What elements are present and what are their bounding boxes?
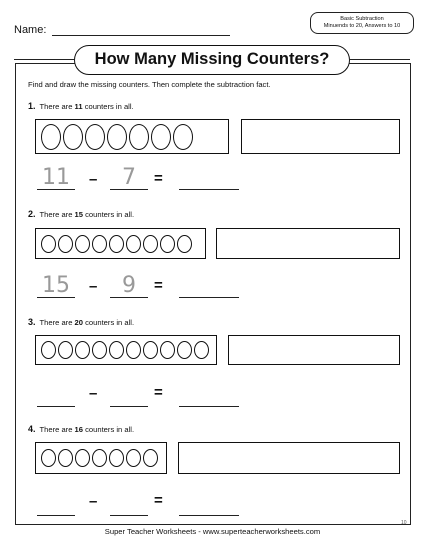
minuend-blank[interactable] [37, 383, 75, 407]
subtrahend-blank[interactable] [110, 166, 148, 190]
counter-oval [151, 124, 171, 150]
problem-count: 16 [74, 425, 83, 434]
name-line[interactable] [52, 35, 230, 36]
problem-number: 2. [28, 209, 36, 219]
problem-count: 15 [74, 210, 83, 219]
answer-box[interactable] [216, 228, 400, 259]
subtrahend-blank[interactable] [110, 274, 148, 298]
answer-blank[interactable] [179, 166, 239, 190]
traced-minuend: 15 [42, 273, 70, 298]
problem-suffix: counters in all. [83, 210, 135, 219]
traced-subtrahend: 7 [122, 165, 136, 190]
subtrahend-blank[interactable] [110, 492, 148, 516]
topic-badge [310, 12, 414, 34]
traced-minuend: 11 [42, 165, 70, 190]
counter-oval [75, 449, 90, 467]
counter-oval [160, 235, 175, 253]
counter-box [35, 335, 217, 365]
counter-oval [58, 235, 73, 253]
problem-label [28, 209, 134, 219]
counter-oval [160, 341, 175, 359]
answer-blank[interactable] [179, 274, 239, 298]
counter-oval [109, 235, 124, 253]
counter-oval [75, 341, 90, 359]
problem-prefix: There are [39, 318, 75, 327]
equals-sign: = [154, 384, 163, 401]
counter-oval [126, 449, 141, 467]
problem-suffix: counters in all. [83, 318, 135, 327]
counter-oval [85, 124, 105, 150]
minus-sign: – [89, 385, 98, 402]
counter-oval [92, 235, 107, 253]
problem-suffix: counters in all. [82, 102, 134, 111]
counter-oval [173, 124, 193, 150]
equals-sign: = [154, 277, 163, 294]
counter-box [35, 228, 206, 259]
counter-oval [143, 449, 158, 467]
counter-oval [41, 449, 56, 467]
counter-box [35, 442, 167, 474]
minuend-blank[interactable] [37, 274, 75, 298]
counter-oval [109, 449, 124, 467]
answer-box[interactable] [178, 442, 400, 474]
counter-oval [58, 341, 73, 359]
counter-oval [194, 341, 209, 359]
minus-sign: – [89, 171, 98, 188]
counter-oval [92, 449, 107, 467]
instructions: Find and draw the missing counters. Then complete the subtraction fact. [28, 80, 271, 89]
problem-prefix: There are [39, 425, 75, 434]
problem-count: 11 [74, 102, 83, 111]
equals-sign: = [154, 492, 163, 509]
traced-subtrahend: 9 [122, 273, 136, 298]
answer-blank[interactable] [179, 492, 239, 516]
counter-oval [126, 341, 141, 359]
minuend-blank[interactable] [37, 492, 75, 516]
name-label: Name: [14, 24, 47, 36]
counter-oval [143, 235, 158, 253]
counter-oval [58, 449, 73, 467]
problem-label [28, 317, 134, 327]
counter-oval [75, 235, 90, 253]
counter-oval [126, 235, 141, 253]
counter-oval [177, 235, 192, 253]
counter-oval [177, 341, 192, 359]
problem-number: 4. [28, 424, 36, 434]
problem-prefix: There are [39, 102, 75, 111]
answer-box[interactable] [228, 335, 400, 365]
counter-oval [41, 235, 56, 253]
answer-blank[interactable] [179, 383, 239, 407]
problem-count: 20 [74, 318, 83, 327]
counter-oval [143, 341, 158, 359]
problem-number: 1. [28, 101, 36, 111]
answer-box[interactable] [241, 119, 400, 154]
footer: Super Teacher Worksheets - www.superteacherworksheets.com [104, 527, 321, 536]
title-deco-right [350, 59, 410, 60]
minuend-blank[interactable] [37, 166, 75, 190]
counter-oval [63, 124, 83, 150]
subtrahend-blank[interactable] [110, 383, 148, 407]
title-deco-left [14, 59, 74, 60]
counter-oval [41, 341, 56, 359]
minus-sign: – [89, 278, 98, 295]
page-title: How Many Missing Counters? [74, 45, 350, 75]
counter-oval [129, 124, 149, 150]
counter-oval [41, 124, 61, 150]
problem-label [28, 101, 134, 111]
badge-line-1: Basic Subtraction [340, 16, 384, 22]
page-number: 10 [401, 520, 407, 526]
problem-label [28, 424, 134, 434]
counter-oval [107, 124, 127, 150]
problem-prefix: There are [39, 210, 75, 219]
problem-number: 3. [28, 317, 36, 327]
badge-line-2: Minuends to 20, Answers to 10 [323, 23, 401, 30]
counter-oval [92, 341, 107, 359]
counter-oval [109, 341, 124, 359]
equals-sign: = [154, 170, 163, 187]
counter-box [35, 119, 229, 154]
problem-suffix: counters in all. [83, 425, 135, 434]
minus-sign: – [89, 493, 98, 510]
